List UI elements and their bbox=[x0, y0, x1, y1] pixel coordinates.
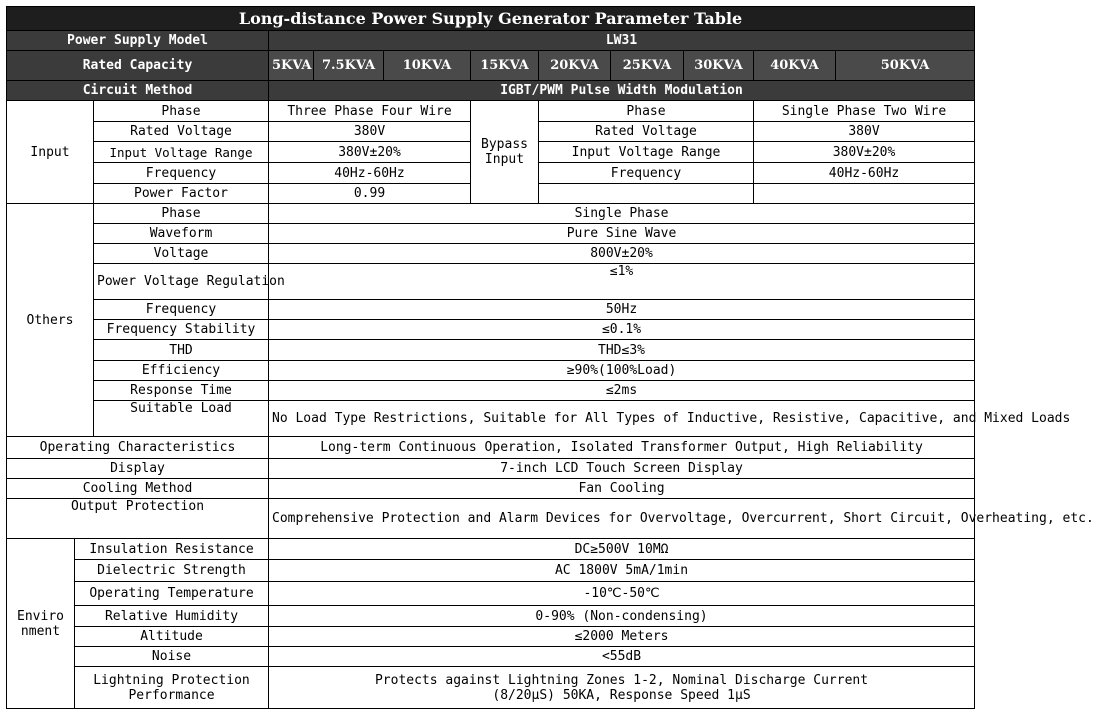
environment-row-value: AC 1800V 5mA/1min bbox=[269, 560, 975, 582]
input-frequency-value: 40Hz-60Hz bbox=[269, 163, 471, 184]
display-label: Display bbox=[7, 459, 269, 479]
others-row-label: Waveform bbox=[94, 224, 269, 244]
environment-row-label: Insulation Resistance bbox=[75, 539, 269, 560]
bypass-empty-cell bbox=[539, 184, 754, 204]
environment-label-line1: Enviro bbox=[17, 608, 64, 624]
bypass-phase-label: Phase bbox=[539, 101, 754, 122]
model-value: LW31 bbox=[269, 31, 975, 51]
capacity-value: 40KVA bbox=[754, 51, 836, 81]
others-row-value: ≥90%(100%Load) bbox=[269, 361, 975, 381]
others-row-value: Single Phase bbox=[269, 204, 975, 224]
input-range-value: 380V±20% bbox=[269, 142, 471, 163]
environment-row-value: <55dB bbox=[269, 647, 975, 667]
input-power-factor-label: Power Factor bbox=[94, 184, 269, 204]
bypass-phase-value: Single Phase Two Wire bbox=[754, 101, 975, 122]
bypass-range-label: Input Voltage Range bbox=[539, 142, 754, 163]
environment-row-label: Noise bbox=[75, 647, 269, 667]
protection-value: Comprehensive Protection and Alarm Devices for Overvoltage, Overcurrent, Short Circuit, Overheating, etc. bbox=[269, 499, 975, 539]
environment-row-value: ≤2000 Meters bbox=[269, 627, 975, 647]
model-label: Power Supply Model bbox=[7, 31, 269, 51]
others-row-value: THD≤3% bbox=[269, 340, 975, 361]
input-range-label: Input Voltage Range bbox=[94, 142, 269, 163]
lightning-value-line2: (8/20μS) 50KA, Response Speed 1μS bbox=[492, 687, 751, 703]
input-section-label: Input bbox=[7, 101, 94, 204]
capacity-value: 25KVA bbox=[611, 51, 684, 81]
display-value: 7-inch LCD Touch Screen Display bbox=[269, 459, 975, 479]
table-title: Long-distance Power Supply Generator Parameter Table bbox=[7, 7, 975, 31]
environment-row-value: -10℃-50℃ bbox=[269, 582, 975, 606]
others-row-label: Voltage bbox=[94, 244, 269, 264]
bypass-frequency-value: 40Hz-60Hz bbox=[754, 163, 975, 184]
others-row-label: THD bbox=[94, 340, 269, 361]
environment-row-label: Dielectric Strength bbox=[75, 560, 269, 582]
protection-label: Output Protection bbox=[7, 499, 269, 539]
circuit-value: IGBT/PWM Pulse Width Modulation bbox=[269, 81, 975, 101]
parameter-table bbox=[6, 6, 1094, 709]
lightning-value-line1: Protects against Lightning Zones 1-2, Nominal Discharge Current bbox=[374, 672, 869, 688]
bypass-voltage-value: 380V bbox=[754, 122, 975, 142]
bypass-voltage-label: Rated Voltage bbox=[539, 122, 754, 142]
others-row-label: Power Voltage Regulation bbox=[94, 264, 269, 300]
environment-row-label: Altitude bbox=[75, 627, 269, 647]
capacity-label: Rated Capacity bbox=[7, 51, 269, 81]
input-power-factor-value: 0.99 bbox=[269, 184, 471, 204]
bypass-range-value: 380V±20% bbox=[754, 142, 975, 163]
cooling-value: Fan Cooling bbox=[269, 479, 975, 499]
bypass-frequency-label: Frequency bbox=[539, 163, 754, 184]
others-row-value: 50Hz bbox=[269, 300, 975, 320]
environment-row-label: Relative Humidity bbox=[75, 606, 269, 627]
lightning-label-line1: Lightning Protection bbox=[93, 672, 250, 688]
environment-section-label bbox=[7, 539, 75, 709]
bypass-label-line2: Input bbox=[484, 152, 525, 167]
others-row-label: Suitable Load bbox=[94, 401, 269, 437]
capacity-value: 30KVA bbox=[684, 51, 754, 81]
circuit-label: Circuit Method bbox=[7, 81, 269, 101]
environment-row-label: Operating Temperature bbox=[75, 582, 269, 606]
others-row-label: Phase bbox=[94, 204, 269, 224]
others-row-value: ≤2ms bbox=[269, 381, 975, 401]
environment-row-value: DC≥500V 10MΩ bbox=[269, 539, 975, 560]
others-row-value: ≤0.1% bbox=[269, 320, 975, 340]
others-row-value: No Load Type Restrictions, Suitable for All Types of Inductive, Resistive, Capacitive, and Mixed Loads bbox=[269, 401, 975, 437]
input-phase-label: Phase bbox=[94, 101, 269, 122]
lightning-label bbox=[75, 667, 269, 709]
capacity-value: 5KVA bbox=[269, 51, 314, 81]
operating-label: Operating Characteristics bbox=[7, 437, 269, 459]
input-phase-value: Three Phase Four Wire bbox=[269, 101, 471, 122]
others-row-value: 800V±20% bbox=[269, 244, 975, 264]
cooling-label: Cooling Method bbox=[7, 479, 269, 499]
capacity-value: 50KVA bbox=[836, 51, 975, 81]
bypass-label-line1: Bypass bbox=[481, 137, 528, 152]
bypass-section-label bbox=[471, 101, 539, 204]
capacity-value: 15KVA bbox=[471, 51, 539, 81]
others-row-label: Efficiency bbox=[94, 361, 269, 381]
environment-row-value: 0-90% (Non-condensing) bbox=[269, 606, 975, 627]
others-row-label: Frequency Stability bbox=[94, 320, 269, 340]
others-row-value: ≤1% bbox=[269, 264, 975, 300]
others-row-label: Response Time bbox=[94, 381, 269, 401]
environment-label-line2: nment bbox=[20, 623, 61, 639]
lightning-label-line2: Performance bbox=[128, 687, 215, 703]
input-voltage-value: 380V bbox=[269, 122, 471, 142]
input-voltage-label: Rated Voltage bbox=[94, 122, 269, 142]
operating-value: Long-term Continuous Operation, Isolated Transformer Output, High Reliability bbox=[269, 437, 975, 459]
bypass-empty-cell bbox=[754, 184, 975, 204]
input-frequency-label: Frequency bbox=[94, 163, 269, 184]
others-row-value: Pure Sine Wave bbox=[269, 224, 975, 244]
lightning-value bbox=[269, 667, 975, 709]
others-row-label: Frequency bbox=[94, 300, 269, 320]
capacity-value: 20KVA bbox=[539, 51, 611, 81]
others-section-label: Others bbox=[7, 204, 94, 437]
capacity-value: 7.5KVA bbox=[314, 51, 384, 81]
capacity-value: 10KVA bbox=[384, 51, 471, 81]
